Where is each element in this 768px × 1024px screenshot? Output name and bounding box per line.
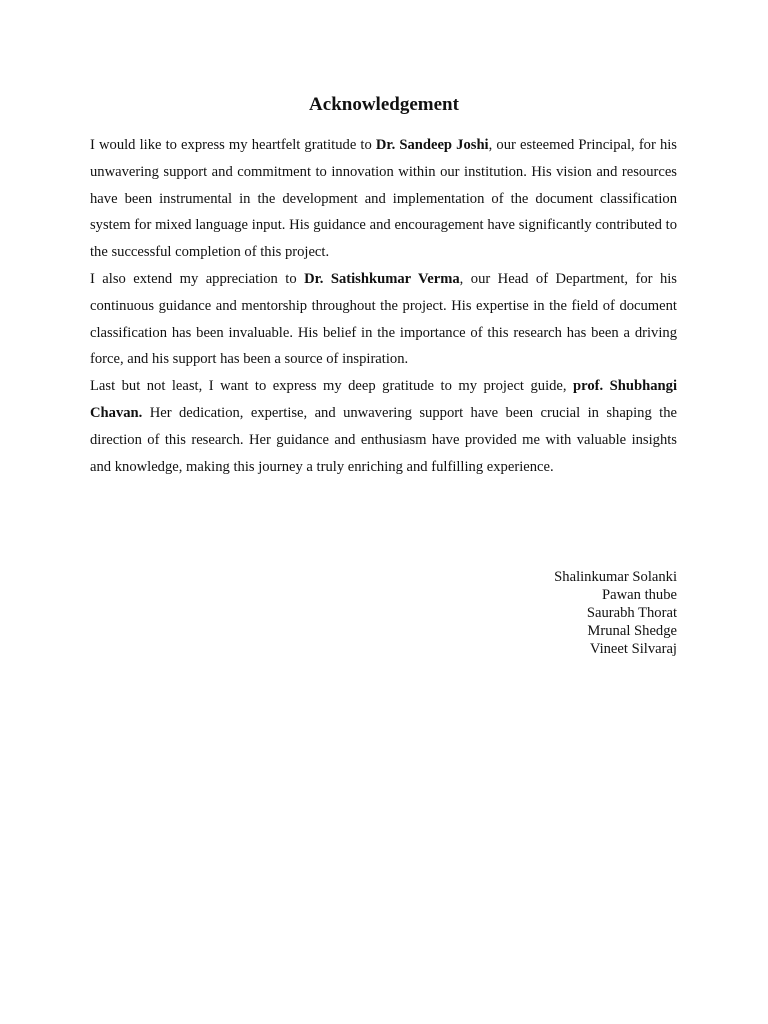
paragraph-text: , our esteemed Principal, for his unwavering support and commitment to innovation within our institution. His vision and resources have been instrumental in the development and implementation of the document classification system for mixed language input. His guidance and encouragement have significantly contributed to the successful completion of this project.: [90, 137, 677, 261]
paragraph-text: I also extend my appreciation to: [90, 270, 305, 287]
page-title: Acknowledgement: [309, 94, 459, 115]
paragraph-hod: [90, 266, 677, 373]
acknowledgement-body: [90, 132, 677, 480]
paragraph-guide: [90, 373, 677, 480]
signatory-name: Shalinkumar Solanki: [554, 569, 677, 585]
signatory-name: Saurabh Thorat: [586, 604, 677, 621]
paragraph-principal: [90, 132, 677, 266]
paragraph-text: , our Head of Department, for his continuous guidance and mentorship throughout the project. His expertise in the field of document classification has been invaluable. His belief in the importance of this research has been a driving force, and his support has been a source of inspiration.: [90, 270, 677, 368]
paragraph-text: Her dedication, expertise, and unwavering support have been crucial in shaping the direction of this research. Her guidance and enthusiasm have provided me with valuable insights and knowledge, making this journey a truly enriching and fulfilling experience.: [90, 404, 677, 475]
hod-name: Dr. Satishkumar Verma: [304, 270, 460, 287]
signatory-list: [554, 569, 677, 659]
paragraph-text: I would like to express my heartfelt gratitude to: [90, 137, 376, 153]
principal-name: Dr. Sandeep Joshi: [375, 137, 489, 153]
signatory-name: Mrunal Shedge: [587, 622, 677, 639]
signatory-name: Vineet Silvaraj: [589, 640, 677, 657]
signatory-name: Pawan thube: [602, 586, 677, 603]
guide-name: prof. Shubhangi Chavan.: [90, 378, 677, 421]
paragraph-text: Last but not least, I want to express my deep gratitude to my project guide,: [90, 378, 574, 395]
